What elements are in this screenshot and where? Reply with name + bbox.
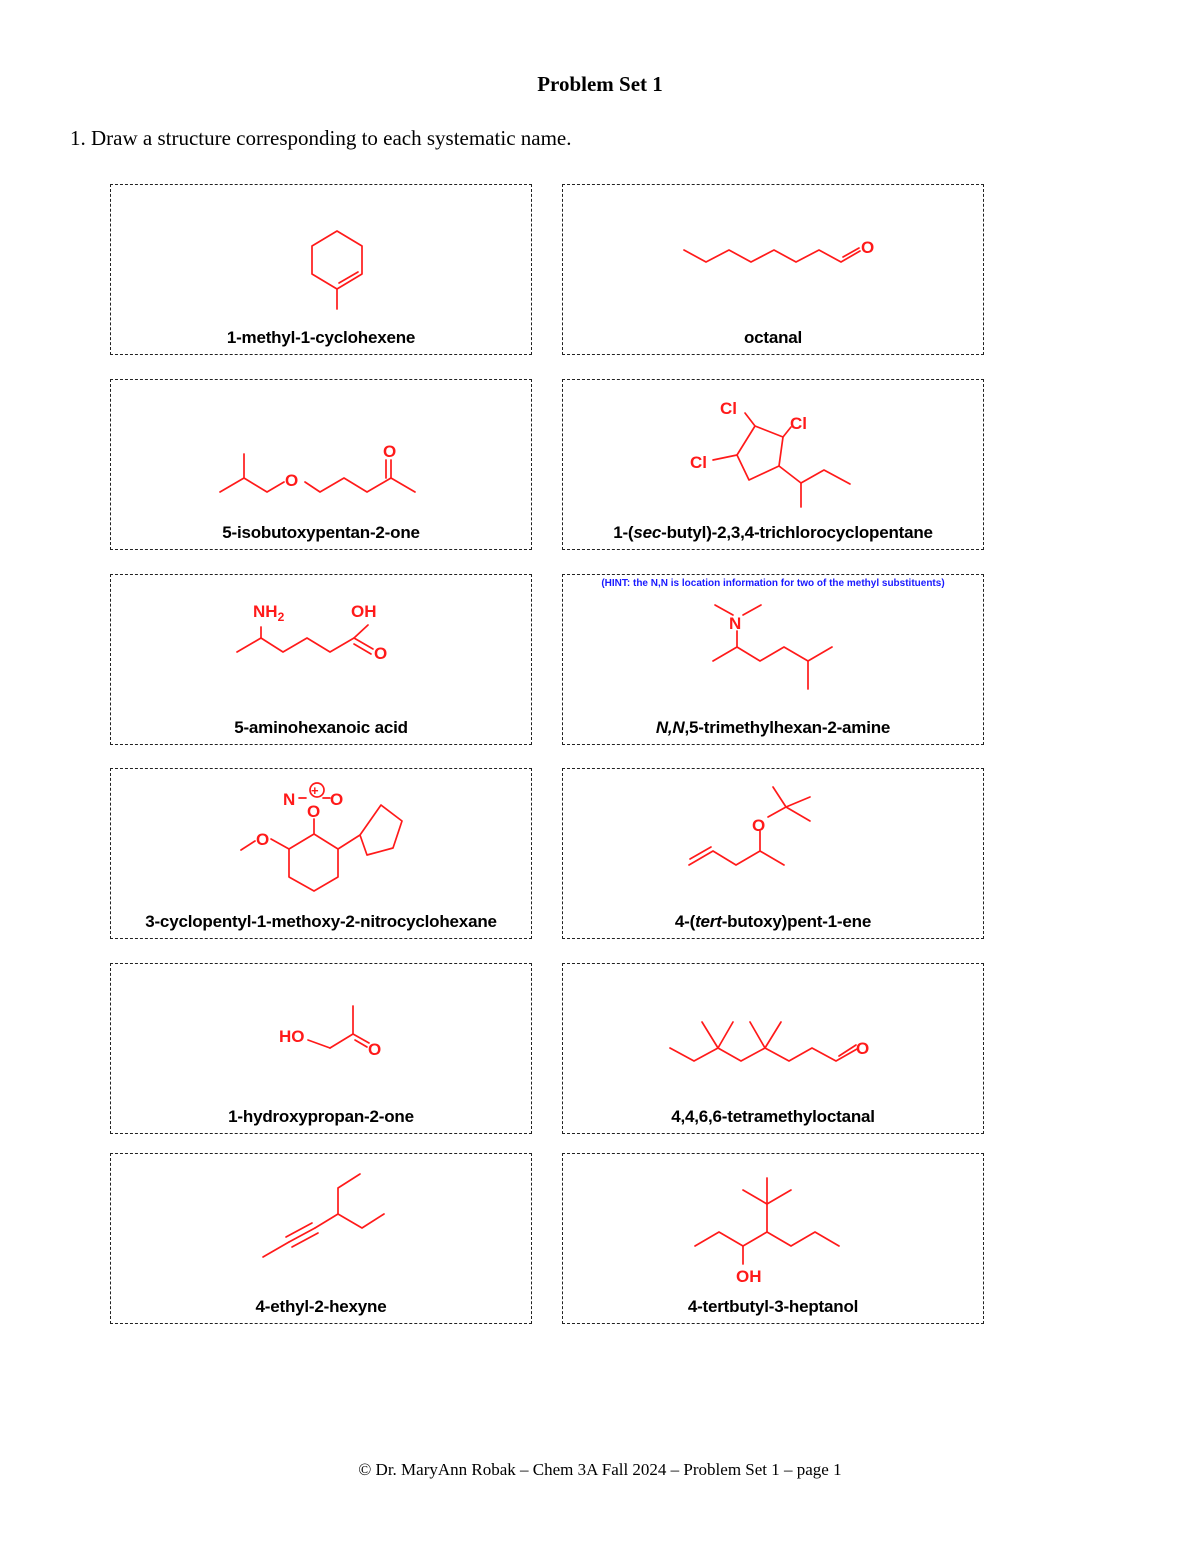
structure-name: 4-tertbutyl-3-heptanol — [687, 1297, 859, 1316]
atom-label: O — [374, 644, 388, 663]
structure-card — [562, 574, 984, 745]
atom-label: O — [861, 238, 875, 257]
structure-name: N,N,5-trimethylhexan-2-amine — [655, 718, 891, 737]
page-footer: © Dr. MaryAnn Robak – Chem 3A Fall 2024 – Problem Set 1 – page 1 — [358, 1460, 842, 1479]
atom-label: N — [283, 790, 296, 809]
atom-label: O — [307, 802, 321, 821]
structure-name: 4,4,6,6-tetramethyloctanal — [671, 1107, 875, 1126]
structure-card — [562, 379, 984, 550]
structure-name: 1-(sec-butyl)-2,3,4-trichlorocyclopentane — [613, 523, 933, 542]
atom-label: O — [256, 830, 270, 849]
structure-card — [110, 574, 532, 745]
structure-card — [110, 379, 532, 550]
atom-label: O — [856, 1039, 870, 1058]
structure-name: 4-ethyl-2-hexyne — [255, 1297, 387, 1316]
structure-name: 5-aminohexanoic acid — [234, 718, 408, 737]
hint-text: (HINT: the N,N is location information for two of the methyl substituents) — [601, 578, 945, 589]
charge-label: + — [311, 783, 319, 798]
structure-card — [110, 768, 532, 939]
atom-label: Cl — [790, 414, 807, 433]
structure-name: octanal — [743, 328, 803, 347]
atom-label: Cl — [720, 399, 737, 418]
page-title: Problem Set 1 — [537, 72, 663, 96]
atom-label: Cl — [690, 453, 707, 472]
structure-card — [110, 963, 532, 1134]
structure-card — [562, 1153, 984, 1324]
structure-name: 1-methyl-1-cyclohexene — [226, 328, 416, 347]
structure-card — [562, 963, 984, 1134]
structure-card — [562, 184, 984, 355]
structure-name: 3-cyclopentyl-1-methoxy-2-nitrocyclohexane — [145, 912, 497, 931]
atom-label: O — [383, 442, 397, 461]
atom-label: OH — [351, 602, 377, 621]
structure-name: 5-isobutoxypentan-2-one — [222, 523, 420, 542]
structure-name: 1-hydroxypropan-2-one — [228, 1107, 414, 1126]
atom-label: O — [330, 790, 344, 809]
question-prompt: 1. Draw a structure corresponding to each systematic name. — [70, 126, 572, 150]
atom-label: O — [368, 1040, 382, 1059]
structure-card — [110, 184, 532, 355]
structure-card — [110, 1153, 532, 1324]
structure-card — [562, 768, 984, 939]
atom-label: HO — [279, 1027, 305, 1046]
atom-label: N — [729, 614, 742, 633]
atom-label: $NH_2$ — [253, 602, 285, 624]
atom-label: OH — [736, 1267, 762, 1286]
atom-label: O — [285, 471, 299, 490]
atom-label: O — [752, 816, 766, 835]
structure-name: 4-(tert-butoxy)pent-1-ene — [674, 912, 872, 931]
